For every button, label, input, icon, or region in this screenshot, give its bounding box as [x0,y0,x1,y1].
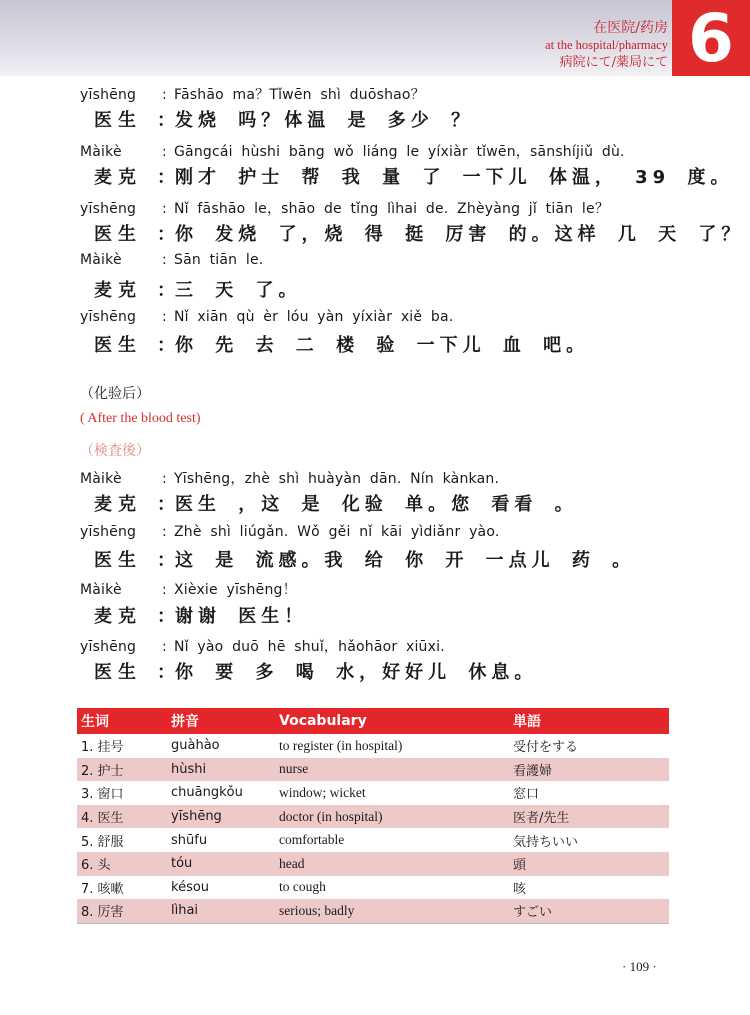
speaker: 医生 [94,110,142,131]
dialogue-line: 麦克 ：医生 ，这 是 化验 单。您 看看 。 [80,490,578,516]
vocabulary-table [77,708,669,923]
speaker: 麦克 [94,280,142,301]
speaker: Màikè [80,471,122,487]
chapter-title-jp: 病院にて/薬局にて [559,55,668,70]
header-word: 生词 [81,714,109,730]
dialogue-line: 医生 ：发烧 吗？体温 是 多少 ？ [80,106,474,132]
speaker: 医生 [94,662,142,683]
chapter-number: 6 [672,0,750,76]
header-tango: 単語 [513,714,541,730]
dialogue-line: yīshēng : Nǐ fāshāo le，shāo de tǐng lìhai de. Zhèyàng jǐ tiān le？ [80,201,610,217]
section-heading-jp: （検査後） [80,443,150,459]
dialogue-line: 麦克 ：刚才 护士 帮 我 量 了 一下儿 体温， 39 度。 [80,163,733,189]
table-row: 7. 咳嗽 késou to cough 咳 [77,876,669,900]
speaker: 医生 [94,550,142,571]
dialogue-line: Màikè : Sān tiān le. [80,252,264,268]
dialogue-line: yīshēng : Zhè shì liúgǎn. Wǒ gěi nǐ kāi yìdiǎnr yào. [80,524,500,540]
section-heading-en: ( After the blood test) [80,411,201,426]
speaker: yīshēng [80,309,137,325]
chapter-title-block [545,20,668,71]
speaker: 医生 [94,224,142,245]
table-row: 1. 挂号 guàhào to register (in hospital) 受付をする [77,734,669,758]
dialogue-line: 医生 ：这 是 流感。我 给 你 开 一点儿 药 。 [80,546,635,572]
speaker: 麦克 [94,606,142,627]
dialogue-line: yīshēng : Nǐ yào duō hē shuǐ，hǎohāor xiūxi. [80,639,445,655]
table-row: 6. 头 tóu head 頭 [77,852,669,876]
dialogue-line: 医生 ：你 先 去 二 楼 验 一下儿 血 吧。 [80,331,589,357]
speaker: 医生 [94,335,142,356]
speaker: 麦克 [94,167,142,188]
speaker: yīshēng [80,201,137,217]
table-row: 2. 护士 hùshi nurse 看護婦 [77,758,669,782]
speaker: Màikè [80,144,122,160]
dialogue-line: 医生 ：你 发烧 了，烧 得 挺 厉害 的。这样 几 天 了？ [80,220,744,246]
table-row: 5. 舒服 shūfu comfortable 気持ちいい [77,828,669,852]
table-bottom-rule [77,923,669,924]
dialogue-line: 医生 ：你 要 多 喝 水，好好儿 休息。 [80,658,537,684]
table-row: 3. 窗口 chuāngkǒu window; wicket 窓口 [77,781,669,805]
chapter-title-en: at the hospital/pharmacy [545,38,668,52]
header-vocabulary: Vocabulary [279,713,367,729]
speaker: yīshēng [80,524,137,540]
dialogue-line: yīshēng : Fāshāo ma？Tǐwēn shì duōshao？ [80,87,425,103]
dialogue-line: 麦克 ：谢谢 医生！ [80,602,307,628]
table-row: 4. 医生 yīshēng doctor (in hospital) 医者/先生 [77,805,669,829]
dialogue-line: Màikè : Yīshēng，zhè shì huàyàn dān. Nín kànkan. [80,471,500,487]
dialogue-line: Màikè : Xièxie yīshēng！ [80,582,297,598]
page-number: · 109 · [622,959,657,974]
speaker: yīshēng [80,639,137,655]
dialogue-line: Màikè : Gāngcái hùshi bāng wǒ liáng le yíxiàr tǐwēn，sānshíjiǔ dù. [80,144,625,160]
speaker: 麦克 [94,494,142,515]
vocabulary-header-row [77,708,669,734]
speaker: Màikè [80,252,122,268]
header-pinyin: 拼音 [171,714,199,730]
dialogue-line: yīshēng : Nǐ xiān qù èr lóu yàn yíxiàr xiě ba. [80,309,454,325]
table-row: 8. 厉害 lìhai serious; badly すごい [77,899,669,923]
speaker: Màikè [80,582,122,598]
section-heading-cn: （化验后） [80,386,150,402]
speaker: yīshēng [80,87,137,103]
chapter-title-cn: 在医院/药房 [593,20,668,36]
dialogue-line: 麦克 ：三 天 了。 [80,276,302,302]
